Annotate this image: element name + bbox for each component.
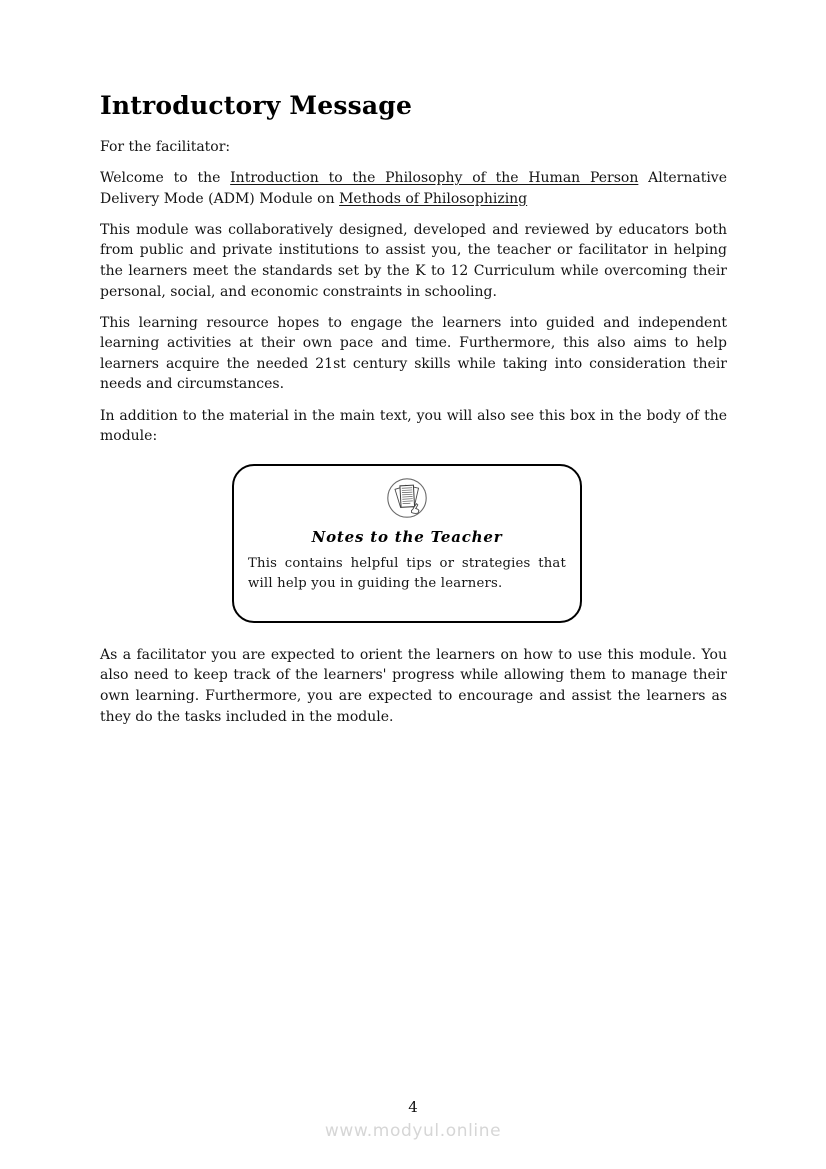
welcome-paragraph xyxy=(100,168,727,209)
closing-paragraph: As a facilitator you are expected to orient the learners on how to use this module. You also need to keep track of the learners' progress while allowing them to manage their own learning. Furthermore, you are expected to encourage and assist the learners as they do the tasks included in the module. xyxy=(100,646,727,725)
notes-box-body: This contains helpful tips or strategies that will help you in guiding the learners. xyxy=(248,555,566,591)
page-title: Introductory Message xyxy=(100,91,413,120)
paragraph-module-design: This module was collaboratively designed, developed and reviewed by educators both from public and private institutions to assist you, the teacher or facilitator in helping the learners meet the standards set by the K to 12 Curriculum while overcoming their personal, social, and economic constraints in schooling. xyxy=(100,221,727,300)
paragraph-box-intro: In addition to the material in the main text, you will also see this box in the body of the module: xyxy=(100,407,727,445)
course-title-underlined: Introduction to the Philosophy of the Human Person xyxy=(230,170,639,187)
notes-to-teacher-box xyxy=(232,464,582,623)
watermark-url: www.modyul.online xyxy=(324,1121,502,1141)
notes-paper-stack-hand-icon xyxy=(386,504,428,523)
paragraph-learning-resource: This learning resource hopes to engage the learners into guided and independent learning activities at their own pace and time. Furthermore, this also aims to help learners acquire the needed 21st century skills while taking into consideration their needs and circumstances. xyxy=(100,314,727,393)
module-topic-underlined: Methods of Philosophizing xyxy=(339,190,528,207)
salutation-text: For the facilitator: xyxy=(100,139,231,155)
page-content xyxy=(100,0,727,738)
notes-icon-row xyxy=(248,477,566,519)
welcome-pre-text: Welcome to the xyxy=(100,170,231,187)
notes-box-title: Notes to the Teacher xyxy=(311,527,503,546)
page-number: 4 xyxy=(408,1098,418,1116)
welcome-mid-text: Alternative Delivery Mode (ADM) Module on xyxy=(100,170,727,207)
